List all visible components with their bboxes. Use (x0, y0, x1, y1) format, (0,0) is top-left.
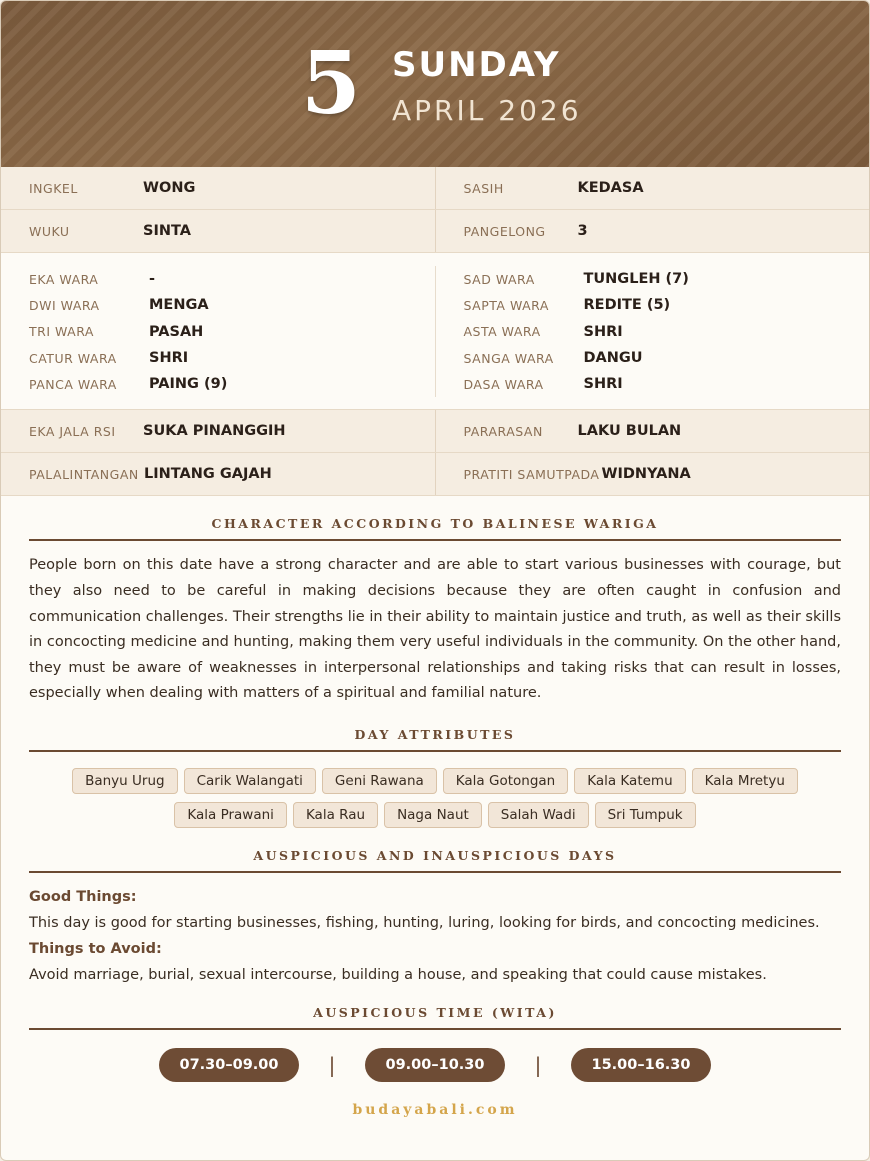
info-cell-pararasan (435, 410, 870, 452)
info-cell-pratiti-samutpada (435, 453, 870, 495)
wara-value: PAING (9) (149, 376, 228, 393)
info-row-palalintangan (1, 453, 869, 496)
time-slot: 07.30–09.00 (159, 1048, 299, 1082)
attribute-tag: Naga Naut (384, 802, 482, 828)
attribute-tag: Kala Rau (293, 802, 378, 828)
attribute-tags (61, 768, 809, 828)
wara-item (29, 292, 435, 318)
info-label: WUKU (29, 223, 70, 239)
wara-label: TRI WARA (29, 324, 94, 340)
info-value: WIDNYANA (601, 466, 691, 483)
attribute-tag: Salah Wadi (488, 802, 589, 828)
attribute-tag: Banyu Urug (72, 768, 177, 794)
info-value: WONG (143, 180, 196, 196)
section-divider (29, 539, 841, 541)
wara-value: TUNGLEH (7) (583, 271, 689, 288)
attribute-tag: Kala Katemu (574, 768, 685, 794)
day-number: 5 (301, 33, 361, 134)
info-label: SASIH (463, 180, 504, 196)
info-label: PANGELONG (463, 223, 546, 239)
wara-label: SAD WARA (463, 271, 535, 287)
attribute-tag: Kala Prawani (174, 802, 287, 828)
info-value: KEDASA (577, 180, 644, 196)
info-value: LINTANG GAJAH (144, 466, 272, 483)
time-slot: 09.00–10.30 (365, 1048, 505, 1082)
wara-item (29, 319, 435, 345)
attribute-tag: Kala Gotongan (443, 768, 568, 794)
wara-item (29, 371, 435, 397)
avoid-text: Avoid marriage, burial, sexual intercourse, building a house, and speaking that could cause mistakes. (29, 967, 767, 984)
section-title-time: AUSPICIOUS TIME (WITA) (313, 1005, 557, 1021)
info-row-ingkel-sasih (1, 167, 869, 210)
wara-label: EKA WARA (29, 271, 99, 287)
month-year: APRIL 2026 (392, 94, 582, 127)
wara-label: SAPTA WARA (463, 297, 549, 313)
wara-value: - (149, 271, 156, 288)
wara-item (464, 292, 870, 318)
site-footer: budayabali.com (352, 1102, 518, 1119)
wara-item (464, 266, 870, 292)
wara-item (29, 345, 435, 371)
wara-label: CATUR WARA (29, 350, 117, 366)
info-label: PRATITI SAMUTPADA (463, 466, 600, 482)
good-things-heading: Good Things: (29, 889, 137, 906)
info-row-wuku-pangelong (1, 210, 869, 253)
wara-value: SHRI (583, 323, 623, 340)
good-things (29, 887, 841, 985)
wara-item (464, 319, 870, 345)
day-name: SUNDAY (392, 45, 561, 85)
wara-value: REDITE (5) (583, 297, 671, 314)
section-title-attributes: DAY ATTRIBUTES (354, 727, 516, 743)
wara-item (464, 345, 870, 371)
wara-value: DANGU (583, 350, 643, 367)
info-cell-ingkel (1, 167, 435, 209)
info-value: SINTA (143, 223, 191, 239)
info-value: LAKU BULAN (577, 423, 682, 440)
info-label: PARARASAN (463, 423, 543, 439)
good-things-text: This day is good for starting businesses, fishing, hunting, luring, looking for birds, and concocting medicines. (29, 915, 820, 932)
character-description: People born on this date have a strong character and are able to start various businesses with courage, but they also need to be careful in making decisions because they are often caught in confusion and communication challenges. Their strengths lie in their ability to maintain justice and truth, as well as their skills in concocting medicine and hunting, making them very useful individuals in the community. On the other hand, they must be aware of weaknesses in interpersonal relationships and taking risks that can result in losses, especially when dealing with matters of a spiritual and familial nature. (29, 557, 841, 702)
info-cell-sasih (435, 167, 870, 209)
time-separator: | (328, 1053, 336, 1078)
attribute-tag: Kala Mretyu (692, 768, 798, 794)
wara-value: SHRI (149, 350, 189, 367)
info-value: SUKA PINANGGIH (143, 423, 286, 440)
avoid-heading: Things to Avoid: (29, 941, 162, 958)
wara-value: SHRI (583, 376, 623, 393)
wara-item (464, 371, 870, 397)
info-value: 3 (577, 223, 588, 239)
wara-item (29, 266, 435, 292)
date-header (1, 1, 869, 167)
time-slots (1, 1048, 869, 1082)
section-divider (29, 750, 841, 752)
info-label: INGKEL (29, 180, 78, 196)
attribute-tag: Sri Tumpuk (595, 802, 696, 828)
info-cell-palalintangan (1, 453, 435, 495)
wara-value: PASAH (149, 323, 204, 340)
info-label: PALALINTANGAN (29, 466, 139, 482)
info-cell-wuku (1, 210, 435, 252)
time-separator: | (534, 1053, 542, 1078)
info-cell-eka-jala-rsi (1, 410, 435, 452)
wara-label: DASA WARA (463, 376, 544, 392)
wara-value: MENGA (149, 297, 209, 314)
wara-label: ASTA WARA (463, 324, 541, 340)
wara-label: SANGA WARA (463, 350, 554, 366)
wara-label: DWI WARA (29, 297, 100, 313)
info-cell-pangelong (435, 210, 870, 252)
attribute-tag: Carik Walangati (184, 768, 316, 794)
info-label: EKA JALA RSI (29, 423, 116, 439)
attribute-tag: Geni Rawana (322, 768, 437, 794)
wara-column-right (435, 266, 870, 397)
section-title-days: AUSPICIOUS AND INAUSPICIOUS DAYS (253, 848, 617, 864)
section-title-character: CHARACTER ACCORDING TO BALINESE WARIGA (211, 516, 659, 532)
wara-label: PANCA WARA (29, 376, 117, 392)
info-row-eka-jala-rsi (1, 410, 869, 453)
wara-block (1, 253, 869, 410)
wara-column-left (1, 266, 435, 397)
section-divider (29, 1028, 841, 1030)
section-divider (29, 871, 841, 873)
time-slot: 15.00–16.30 (571, 1048, 711, 1082)
